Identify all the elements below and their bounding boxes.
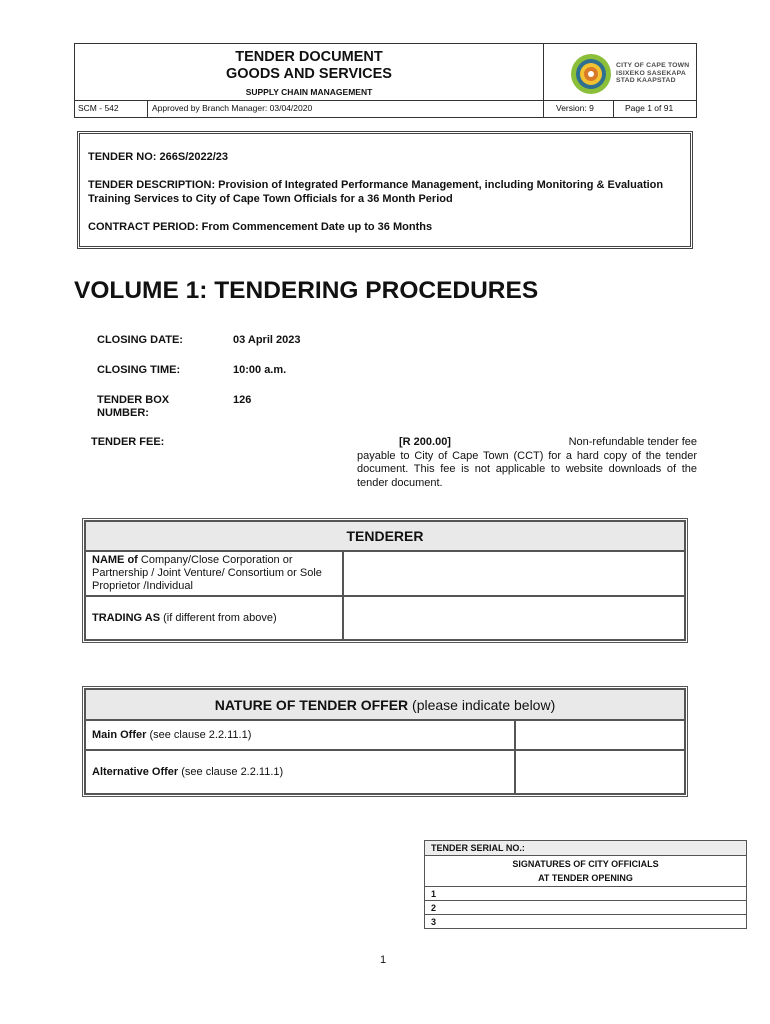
header-title-line: TENDER DOCUMENT [235, 49, 383, 65]
main-offer-label [85, 720, 515, 750]
tender-offer-table [82, 686, 688, 797]
alternative-offer-label-rest: (see clause 2.2.11.1) [178, 766, 284, 778]
city-logo-text [616, 62, 689, 85]
header-title [74, 49, 544, 83]
signature-row[interactable]: 2 [425, 901, 747, 915]
main-offer-label-rest: (see clause 2.2.11.1) [146, 729, 252, 741]
page-count: Page 1 of 91 [625, 103, 674, 113]
tender-offer-heading-bold: NATURE OF TENDER OFFER [214, 696, 409, 713]
closing-time-value: 10:00 a.m. [233, 364, 287, 376]
tender-offer-heading-rest: (please indicate below) [408, 696, 556, 713]
trading-as-label-rest: (if different from above) [160, 612, 277, 624]
closing-date-value: 03 April 2023 [233, 334, 301, 346]
header-divider [74, 100, 697, 101]
trading-as-field[interactable] [343, 596, 685, 640]
trading-as-label [85, 596, 343, 640]
doc-code: SCM - 542 [78, 103, 119, 113]
tenderer-table [82, 518, 688, 643]
header-divider [613, 100, 614, 118]
closing-date-label: CLOSING DATE: [97, 334, 183, 346]
company-name-label-bold: NAME of [92, 554, 138, 566]
tender-serial-label: TENDER SERIAL NO.: [425, 841, 747, 856]
tender-info-box [77, 131, 693, 249]
tender-box-label-line: TENDER BOX [97, 394, 170, 406]
tender-fee-text [357, 436, 697, 490]
header-divider [147, 100, 148, 118]
signature-row[interactable]: 1 [425, 887, 747, 901]
alternative-offer-label-bold: Alternative Offer [92, 766, 179, 778]
volume-title: VOLUME 1: TENDERING PROCEDURES [74, 277, 539, 304]
approval-note: Approved by Branch Manager: 03/04/2020 [152, 103, 313, 113]
trading-as-label-bold: TRADING AS [92, 612, 161, 624]
signatures-heading [425, 856, 747, 887]
tender-fee-body: payable to City of Cape Town (CCT) for a hard copy of the tender document. This fee is not applicable to website downloads of the tender document. [357, 449, 697, 489]
tender-box-label [97, 394, 169, 420]
closing-time-label: CLOSING TIME: [97, 364, 181, 376]
signatures-table [424, 840, 747, 929]
tender-fee-amount: [R 200.00] [399, 436, 451, 448]
tender-fee-label: TENDER FEE: [91, 436, 165, 448]
signatures-heading-line: AT TENDER OPENING [538, 873, 633, 883]
signature-row[interactable]: 3 [425, 915, 747, 929]
logo-text-line: ISIXEKO SASEKAPA [616, 69, 686, 77]
company-name-label [85, 551, 343, 596]
tender-number: TENDER NO: 266S/2022/23 [88, 151, 229, 163]
page-number: 1 [380, 954, 387, 966]
tender-description: TENDER DESCRIPTION: Provision of Integrated Performance Management, including Monitoring & Evaluation Training Services to City of Cape Town Officials for a 36 Month Period [88, 179, 664, 205]
tender-box-value: 126 [233, 394, 252, 406]
tender-fee-head: Non-refundable tender fee [568, 436, 697, 448]
company-name-field[interactable] [343, 551, 685, 596]
version-label: Version: 9 [556, 103, 594, 113]
logo-text-line: CITY OF CAPE TOWN [616, 62, 690, 69]
alternative-offer-checkbox[interactable] [515, 750, 685, 794]
tender-box-label-line: NUMBER: [97, 407, 149, 419]
header-subtitle: SUPPLY CHAIN MANAGEMENT [245, 87, 373, 97]
main-offer-checkbox[interactable] [515, 720, 685, 750]
company-name-label-rest: Company/Close Corporation or Partnership / Joint Venture/ Consortium or Sole Proprietor /Individual [92, 554, 322, 592]
logo-text-line: STAD KAAPSTAD [616, 77, 676, 85]
signatures-heading-line: SIGNATURES OF CITY OFFICIALS [512, 859, 659, 869]
main-offer-label-bold: Main Offer [92, 729, 147, 741]
header-title-line: GOODS AND SERVICES [226, 66, 392, 82]
tenderer-heading: TENDERER [85, 521, 685, 551]
contract-period: CONTRACT PERIOD: From Commencement Date up to 36 Months [88, 221, 433, 233]
tender-offer-heading [85, 689, 685, 720]
city-logo-icon [570, 53, 612, 95]
alternative-offer-label [85, 750, 515, 794]
